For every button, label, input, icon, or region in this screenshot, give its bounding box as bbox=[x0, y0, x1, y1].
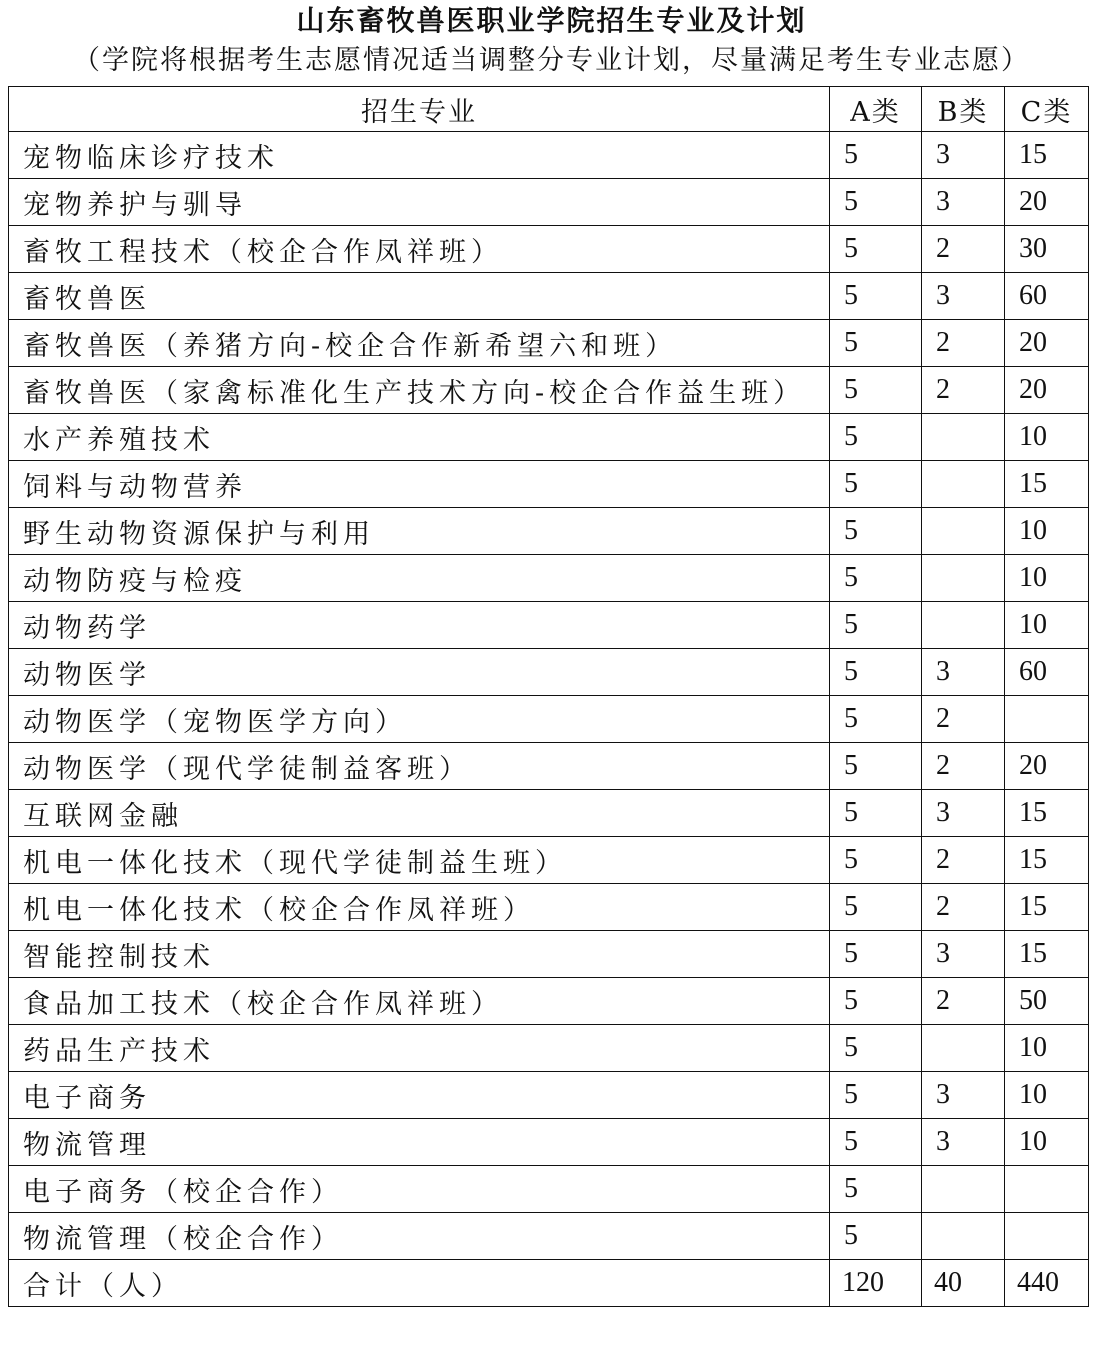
major-cell: 互联网金融 bbox=[9, 790, 830, 837]
class-c-cell: 10 bbox=[1005, 602, 1089, 649]
major-cell: 物流管理（校企合作） bbox=[9, 1213, 830, 1260]
class-c-cell: 10 bbox=[1005, 414, 1089, 461]
header-class-b: B类 bbox=[922, 87, 1005, 132]
class-c-cell: 10 bbox=[1005, 1072, 1089, 1119]
table-row bbox=[9, 555, 1089, 602]
total-class-c: 440 bbox=[1005, 1260, 1089, 1307]
table-row bbox=[9, 226, 1089, 273]
class-b-cell: 2 bbox=[922, 367, 1005, 414]
class-a-cell: 5 bbox=[830, 837, 922, 884]
total-class-a: 120 bbox=[830, 1260, 922, 1307]
class-b-cell bbox=[922, 1025, 1005, 1072]
major-cell: 野生动物资源保护与利用 bbox=[9, 508, 830, 555]
table-row bbox=[9, 132, 1089, 179]
class-b-cell: 3 bbox=[922, 790, 1005, 837]
table-row bbox=[9, 461, 1089, 508]
class-a-cell: 5 bbox=[830, 226, 922, 273]
major-cell: 智能控制技术 bbox=[9, 931, 830, 978]
class-b-cell bbox=[922, 508, 1005, 555]
class-a-cell: 5 bbox=[830, 1072, 922, 1119]
major-cell: 宠物临床诊疗技术 bbox=[9, 132, 830, 179]
class-b-cell: 2 bbox=[922, 226, 1005, 273]
page-subtitle: （学院将根据考生志愿情况适当调整分专业计划，尽量满足考生专业志愿） bbox=[73, 45, 1030, 76]
major-cell: 动物医学（宠物医学方向） bbox=[9, 696, 830, 743]
table-row bbox=[9, 179, 1089, 226]
major-cell: 电子商务 bbox=[9, 1072, 830, 1119]
table-row bbox=[9, 1213, 1089, 1260]
total-row bbox=[9, 1260, 1089, 1307]
class-c-cell: 15 bbox=[1005, 884, 1089, 931]
major-cell: 畜牧兽医（家禽标准化生产技术方向-校企合作益生班） bbox=[9, 367, 830, 414]
class-b-cell: 3 bbox=[922, 649, 1005, 696]
major-cell: 机电一体化技术（校企合作凤祥班） bbox=[9, 884, 830, 931]
table-row bbox=[9, 1072, 1089, 1119]
class-a-cell: 5 bbox=[830, 273, 922, 320]
table-row bbox=[9, 414, 1089, 461]
class-c-cell: 50 bbox=[1005, 978, 1089, 1025]
class-a-cell: 5 bbox=[830, 649, 922, 696]
class-c-cell: 60 bbox=[1005, 273, 1089, 320]
class-a-cell: 5 bbox=[830, 367, 922, 414]
class-b-cell: 3 bbox=[922, 273, 1005, 320]
enrollment-plan-table bbox=[8, 86, 1089, 1307]
class-b-cell bbox=[922, 555, 1005, 602]
table-row bbox=[9, 790, 1089, 837]
major-cell: 药品生产技术 bbox=[9, 1025, 830, 1072]
class-c-cell: 30 bbox=[1005, 226, 1089, 273]
class-c-cell: 10 bbox=[1005, 555, 1089, 602]
header-class-a: A类 bbox=[830, 87, 922, 132]
class-a-cell: 5 bbox=[830, 461, 922, 508]
table-row bbox=[9, 884, 1089, 931]
class-b-cell bbox=[922, 414, 1005, 461]
table-row bbox=[9, 978, 1089, 1025]
class-a-cell: 5 bbox=[830, 743, 922, 790]
class-a-cell: 5 bbox=[830, 555, 922, 602]
class-b-cell: 2 bbox=[922, 837, 1005, 884]
major-cell: 动物医学（现代学徒制益客班） bbox=[9, 743, 830, 790]
header-major: 招生专业 bbox=[9, 87, 830, 132]
major-cell: 动物医学 bbox=[9, 649, 830, 696]
class-b-cell: 2 bbox=[922, 320, 1005, 367]
major-cell: 水产养殖技术 bbox=[9, 414, 830, 461]
table-row bbox=[9, 508, 1089, 555]
major-cell: 动物防疫与检疫 bbox=[9, 555, 830, 602]
class-a-cell: 5 bbox=[830, 508, 922, 555]
class-b-cell: 2 bbox=[922, 884, 1005, 931]
class-c-cell: 15 bbox=[1005, 790, 1089, 837]
major-cell: 食品加工技术（校企合作凤祥班） bbox=[9, 978, 830, 1025]
page-title: 山东畜牧兽医职业学院招生专业及计划 bbox=[296, 4, 807, 37]
class-c-cell: 20 bbox=[1005, 743, 1089, 790]
major-cell: 电子商务（校企合作） bbox=[9, 1166, 830, 1213]
table-row bbox=[9, 649, 1089, 696]
class-a-cell: 5 bbox=[830, 602, 922, 649]
class-c-cell: 60 bbox=[1005, 649, 1089, 696]
table-row bbox=[9, 367, 1089, 414]
class-a-cell: 5 bbox=[830, 884, 922, 931]
class-a-cell: 5 bbox=[830, 1025, 922, 1072]
class-a-cell: 5 bbox=[830, 132, 922, 179]
class-b-cell bbox=[922, 1166, 1005, 1213]
table-row bbox=[9, 273, 1089, 320]
major-cell: 物流管理 bbox=[9, 1119, 830, 1166]
class-b-cell: 2 bbox=[922, 743, 1005, 790]
class-b-cell bbox=[922, 602, 1005, 649]
class-a-cell: 5 bbox=[830, 790, 922, 837]
class-c-cell bbox=[1005, 696, 1089, 743]
class-c-cell: 10 bbox=[1005, 1025, 1089, 1072]
table-row bbox=[9, 931, 1089, 978]
table-header-row bbox=[9, 87, 1089, 132]
class-c-cell: 15 bbox=[1005, 132, 1089, 179]
major-cell: 宠物养护与驯导 bbox=[9, 179, 830, 226]
major-cell: 机电一体化技术（现代学徒制益生班） bbox=[9, 837, 830, 884]
table-row bbox=[9, 320, 1089, 367]
class-b-cell: 3 bbox=[922, 1119, 1005, 1166]
major-cell: 动物药学 bbox=[9, 602, 830, 649]
class-b-cell bbox=[922, 1213, 1005, 1260]
class-c-cell: 15 bbox=[1005, 461, 1089, 508]
class-c-cell: 15 bbox=[1005, 837, 1089, 884]
class-a-cell: 5 bbox=[830, 320, 922, 367]
class-b-cell: 2 bbox=[922, 696, 1005, 743]
class-a-cell: 5 bbox=[830, 931, 922, 978]
class-b-cell: 2 bbox=[922, 978, 1005, 1025]
class-c-cell: 20 bbox=[1005, 179, 1089, 226]
major-cell: 畜牧兽医 bbox=[9, 273, 830, 320]
table-row bbox=[9, 837, 1089, 884]
class-a-cell: 5 bbox=[830, 978, 922, 1025]
header-class-c: C类 bbox=[1005, 87, 1089, 132]
class-c-cell: 10 bbox=[1005, 1119, 1089, 1166]
class-c-cell: 20 bbox=[1005, 320, 1089, 367]
class-b-cell: 3 bbox=[922, 132, 1005, 179]
table-row bbox=[9, 1119, 1089, 1166]
class-b-cell bbox=[922, 461, 1005, 508]
class-c-cell: 10 bbox=[1005, 508, 1089, 555]
major-cell: 畜牧兽医（养猪方向-校企合作新希望六和班） bbox=[9, 320, 830, 367]
class-a-cell: 5 bbox=[830, 1119, 922, 1166]
class-a-cell: 5 bbox=[830, 696, 922, 743]
major-cell: 畜牧工程技术（校企合作凤祥班） bbox=[9, 226, 830, 273]
total-class-b: 40 bbox=[922, 1260, 1005, 1307]
class-c-cell: 15 bbox=[1005, 931, 1089, 978]
class-c-cell bbox=[1005, 1213, 1089, 1260]
class-b-cell: 3 bbox=[922, 1072, 1005, 1119]
table-row bbox=[9, 602, 1089, 649]
class-a-cell: 5 bbox=[830, 414, 922, 461]
class-b-cell: 3 bbox=[922, 179, 1005, 226]
class-b-cell: 3 bbox=[922, 931, 1005, 978]
class-a-cell: 5 bbox=[830, 1166, 922, 1213]
class-c-cell: 20 bbox=[1005, 367, 1089, 414]
table-row bbox=[9, 1025, 1089, 1072]
table-row bbox=[9, 743, 1089, 790]
major-cell: 饲料与动物营养 bbox=[9, 461, 830, 508]
table-row bbox=[9, 1166, 1089, 1213]
class-a-cell: 5 bbox=[830, 1213, 922, 1260]
total-label: 合计（人） bbox=[9, 1260, 830, 1307]
class-a-cell: 5 bbox=[830, 179, 922, 226]
table-row bbox=[9, 696, 1089, 743]
class-c-cell bbox=[1005, 1166, 1089, 1213]
